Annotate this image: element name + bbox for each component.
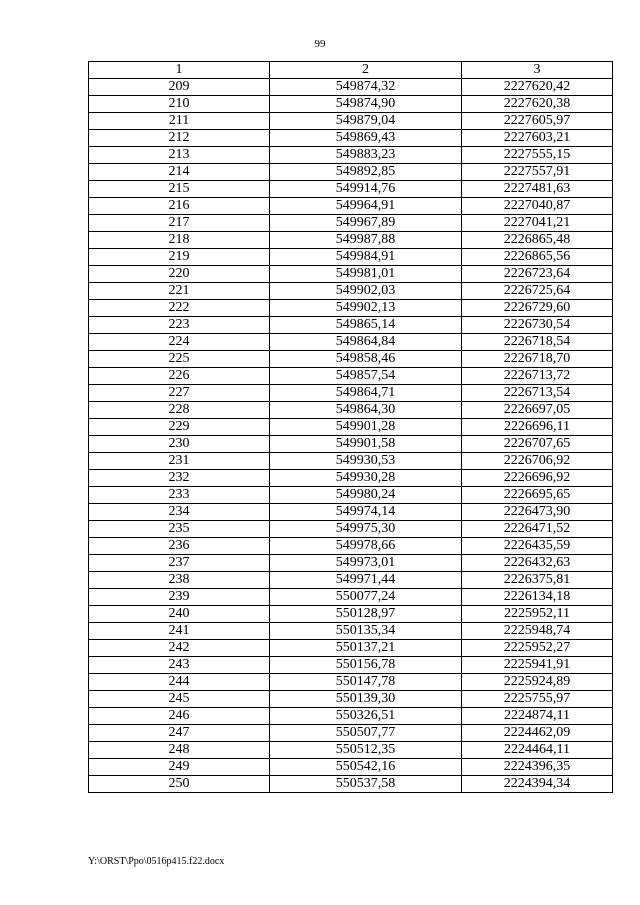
x-coordinate-cell: 549858,46 bbox=[270, 351, 462, 368]
y-coordinate-cell: 2226696,11 bbox=[462, 419, 613, 436]
x-coordinate-cell: 549964,91 bbox=[270, 198, 462, 215]
y-coordinate-cell: 2226435,59 bbox=[462, 538, 613, 555]
point-number-cell: 229 bbox=[89, 419, 270, 436]
table-row bbox=[89, 402, 613, 419]
y-coordinate-cell: 2226473,90 bbox=[462, 504, 613, 521]
table-row bbox=[89, 759, 613, 776]
table-row bbox=[89, 725, 613, 742]
y-coordinate-cell: 2225952,11 bbox=[462, 606, 613, 623]
x-coordinate-cell: 550537,58 bbox=[270, 776, 462, 793]
table-row bbox=[89, 385, 613, 402]
x-coordinate-cell: 549914,76 bbox=[270, 181, 462, 198]
x-coordinate-cell: 549902,13 bbox=[270, 300, 462, 317]
y-coordinate-cell: 2226375,81 bbox=[462, 572, 613, 589]
y-coordinate-cell: 2226725,64 bbox=[462, 283, 613, 300]
y-coordinate-cell: 2225952,27 bbox=[462, 640, 613, 657]
table-row bbox=[89, 164, 613, 181]
y-coordinate-cell: 2227605,97 bbox=[462, 113, 613, 130]
point-number-cell: 236 bbox=[89, 538, 270, 555]
y-coordinate-cell: 2224396,35 bbox=[462, 759, 613, 776]
table-row bbox=[89, 79, 613, 96]
y-coordinate-cell: 2227041,21 bbox=[462, 215, 613, 232]
x-coordinate-cell: 550512,35 bbox=[270, 742, 462, 759]
point-number-cell: 224 bbox=[89, 334, 270, 351]
table-row bbox=[89, 198, 613, 215]
x-coordinate-cell: 549973,01 bbox=[270, 555, 462, 572]
y-coordinate-cell: 2225755,97 bbox=[462, 691, 613, 708]
y-coordinate-cell: 2225948,74 bbox=[462, 623, 613, 640]
point-number-cell: 220 bbox=[89, 266, 270, 283]
x-coordinate-cell: 549975,30 bbox=[270, 521, 462, 538]
y-coordinate-cell: 2227481,63 bbox=[462, 181, 613, 198]
point-number-cell: 223 bbox=[89, 317, 270, 334]
table-row bbox=[89, 147, 613, 164]
table-row bbox=[89, 351, 613, 368]
y-coordinate-cell: 2226718,54 bbox=[462, 334, 613, 351]
point-number-cell: 247 bbox=[89, 725, 270, 742]
point-number-cell: 214 bbox=[89, 164, 270, 181]
y-coordinate-cell: 2226134,18 bbox=[462, 589, 613, 606]
table-row bbox=[89, 96, 613, 113]
file-path-footer: Y:\ORST\Ppo\0516p415.f22.docx bbox=[88, 856, 225, 867]
x-coordinate-cell: 549864,84 bbox=[270, 334, 462, 351]
point-number-cell: 238 bbox=[89, 572, 270, 589]
point-number-cell: 209 bbox=[89, 79, 270, 96]
y-coordinate-cell: 2226706,92 bbox=[462, 453, 613, 470]
point-number-cell: 240 bbox=[89, 606, 270, 623]
table-row bbox=[89, 419, 613, 436]
x-coordinate-cell: 550128,97 bbox=[270, 606, 462, 623]
x-coordinate-cell: 549901,58 bbox=[270, 436, 462, 453]
table-row bbox=[89, 266, 613, 283]
x-coordinate-cell: 550135,34 bbox=[270, 623, 462, 640]
table-row bbox=[89, 249, 613, 266]
x-coordinate-cell: 549901,28 bbox=[270, 419, 462, 436]
table-row bbox=[89, 368, 613, 385]
point-number-cell: 234 bbox=[89, 504, 270, 521]
x-coordinate-cell: 549883,23 bbox=[270, 147, 462, 164]
table-row bbox=[89, 538, 613, 555]
point-number-cell: 239 bbox=[89, 589, 270, 606]
x-coordinate-cell: 550326,51 bbox=[270, 708, 462, 725]
point-number-cell: 219 bbox=[89, 249, 270, 266]
y-coordinate-cell: 2226865,48 bbox=[462, 232, 613, 249]
table-row bbox=[89, 657, 613, 674]
point-number-cell: 215 bbox=[89, 181, 270, 198]
table-row bbox=[89, 521, 613, 538]
table-row bbox=[89, 181, 613, 198]
point-number-cell: 221 bbox=[89, 283, 270, 300]
y-coordinate-cell: 2227557,91 bbox=[462, 164, 613, 181]
point-number-cell: 232 bbox=[89, 470, 270, 487]
x-coordinate-cell: 549864,30 bbox=[270, 402, 462, 419]
x-coordinate-cell: 549971,44 bbox=[270, 572, 462, 589]
table-row bbox=[89, 674, 613, 691]
table-row bbox=[89, 470, 613, 487]
y-coordinate-cell: 2226471,52 bbox=[462, 521, 613, 538]
table-row bbox=[89, 334, 613, 351]
point-number-cell: 227 bbox=[89, 385, 270, 402]
x-coordinate-cell: 549930,28 bbox=[270, 470, 462, 487]
y-coordinate-cell: 2224462,09 bbox=[462, 725, 613, 742]
x-coordinate-cell: 549857,54 bbox=[270, 368, 462, 385]
x-coordinate-cell: 549930,53 bbox=[270, 453, 462, 470]
table-row bbox=[89, 487, 613, 504]
table-row bbox=[89, 606, 613, 623]
point-number-cell: 230 bbox=[89, 436, 270, 453]
y-coordinate-cell: 2224394,34 bbox=[462, 776, 613, 793]
table-row bbox=[89, 317, 613, 334]
x-coordinate-cell: 550139,30 bbox=[270, 691, 462, 708]
point-number-cell: 242 bbox=[89, 640, 270, 657]
y-coordinate-cell: 2224874,11 bbox=[462, 708, 613, 725]
table-row bbox=[89, 283, 613, 300]
point-number-cell: 241 bbox=[89, 623, 270, 640]
point-number-cell: 244 bbox=[89, 674, 270, 691]
x-coordinate-cell: 549902,03 bbox=[270, 283, 462, 300]
table-row bbox=[89, 130, 613, 147]
point-number-cell: 216 bbox=[89, 198, 270, 215]
y-coordinate-cell: 2226718,70 bbox=[462, 351, 613, 368]
y-coordinate-cell: 2225941,91 bbox=[462, 657, 613, 674]
y-coordinate-cell: 2225924,89 bbox=[462, 674, 613, 691]
table-row bbox=[89, 776, 613, 793]
y-coordinate-cell: 2226713,72 bbox=[462, 368, 613, 385]
x-coordinate-cell: 549879,04 bbox=[270, 113, 462, 130]
y-coordinate-cell: 2226865,56 bbox=[462, 249, 613, 266]
point-number-cell: 233 bbox=[89, 487, 270, 504]
x-coordinate-cell: 549892,85 bbox=[270, 164, 462, 181]
x-coordinate-cell: 549980,24 bbox=[270, 487, 462, 504]
x-coordinate-cell: 549978,66 bbox=[270, 538, 462, 555]
point-number-cell: 228 bbox=[89, 402, 270, 419]
x-coordinate-cell: 549865,14 bbox=[270, 317, 462, 334]
point-number-cell: 235 bbox=[89, 521, 270, 538]
point-number-cell: 246 bbox=[89, 708, 270, 725]
x-coordinate-cell: 549874,32 bbox=[270, 79, 462, 96]
point-number-cell: 225 bbox=[89, 351, 270, 368]
y-coordinate-cell: 2226696,92 bbox=[462, 470, 613, 487]
y-coordinate-cell: 2226697,05 bbox=[462, 402, 613, 419]
x-coordinate-cell: 550507,77 bbox=[270, 725, 462, 742]
column-header-3: 3 bbox=[462, 62, 613, 79]
table-row bbox=[89, 453, 613, 470]
x-coordinate-cell: 549869,43 bbox=[270, 130, 462, 147]
x-coordinate-cell: 549874,90 bbox=[270, 96, 462, 113]
column-header-2: 2 bbox=[270, 62, 462, 79]
y-coordinate-cell: 2227040,87 bbox=[462, 198, 613, 215]
table-row bbox=[89, 691, 613, 708]
table-row bbox=[89, 300, 613, 317]
y-coordinate-cell: 2226723,64 bbox=[462, 266, 613, 283]
x-coordinate-cell: 549864,71 bbox=[270, 385, 462, 402]
x-coordinate-cell: 550147,78 bbox=[270, 674, 462, 691]
y-coordinate-cell: 2226432,63 bbox=[462, 555, 613, 572]
page-number: 99 bbox=[314, 38, 326, 50]
point-number-cell: 210 bbox=[89, 96, 270, 113]
point-number-cell: 250 bbox=[89, 776, 270, 793]
point-number-cell: 218 bbox=[89, 232, 270, 249]
point-number-cell: 222 bbox=[89, 300, 270, 317]
y-coordinate-cell: 2227620,42 bbox=[462, 79, 613, 96]
point-number-cell: 248 bbox=[89, 742, 270, 759]
point-number-cell: 249 bbox=[89, 759, 270, 776]
point-number-cell: 243 bbox=[89, 657, 270, 674]
table-row bbox=[89, 640, 613, 657]
table-row bbox=[89, 708, 613, 725]
x-coordinate-cell: 549967,89 bbox=[270, 215, 462, 232]
y-coordinate-cell: 2227555,15 bbox=[462, 147, 613, 164]
y-coordinate-cell: 2226713,54 bbox=[462, 385, 613, 402]
x-coordinate-cell: 549987,88 bbox=[270, 232, 462, 249]
table-row bbox=[89, 504, 613, 521]
x-coordinate-cell: 549981,01 bbox=[270, 266, 462, 283]
column-header-1: 1 bbox=[89, 62, 270, 79]
table-row bbox=[89, 113, 613, 130]
x-coordinate-cell: 549984,91 bbox=[270, 249, 462, 266]
point-number-cell: 217 bbox=[89, 215, 270, 232]
y-coordinate-cell: 2226730,54 bbox=[462, 317, 613, 334]
y-coordinate-cell: 2226707,65 bbox=[462, 436, 613, 453]
x-coordinate-cell: 550156,78 bbox=[270, 657, 462, 674]
point-number-cell: 212 bbox=[89, 130, 270, 147]
x-coordinate-cell: 550542,16 bbox=[270, 759, 462, 776]
point-number-cell: 226 bbox=[89, 368, 270, 385]
table-row bbox=[89, 232, 613, 249]
table-body bbox=[89, 79, 613, 793]
table-row bbox=[89, 555, 613, 572]
y-coordinate-cell: 2226729,60 bbox=[462, 300, 613, 317]
y-coordinate-cell: 2224464,11 bbox=[462, 742, 613, 759]
y-coordinate-cell: 2227603,21 bbox=[462, 130, 613, 147]
table-row bbox=[89, 572, 613, 589]
x-coordinate-cell: 550137,21 bbox=[270, 640, 462, 657]
y-coordinate-cell: 2227620,38 bbox=[462, 96, 613, 113]
table-row bbox=[89, 623, 613, 640]
x-coordinate-cell: 549974,14 bbox=[270, 504, 462, 521]
table-row bbox=[89, 589, 613, 606]
point-number-cell: 245 bbox=[89, 691, 270, 708]
table-row bbox=[89, 742, 613, 759]
point-number-cell: 211 bbox=[89, 113, 270, 130]
table-row bbox=[89, 215, 613, 232]
point-number-cell: 231 bbox=[89, 453, 270, 470]
point-number-cell: 237 bbox=[89, 555, 270, 572]
point-number-cell: 213 bbox=[89, 147, 270, 164]
x-coordinate-cell: 550077,24 bbox=[270, 589, 462, 606]
y-coordinate-cell: 2226695,65 bbox=[462, 487, 613, 504]
table-row bbox=[89, 436, 613, 453]
coordinates-table bbox=[88, 61, 613, 793]
table-header-row bbox=[89, 62, 613, 79]
